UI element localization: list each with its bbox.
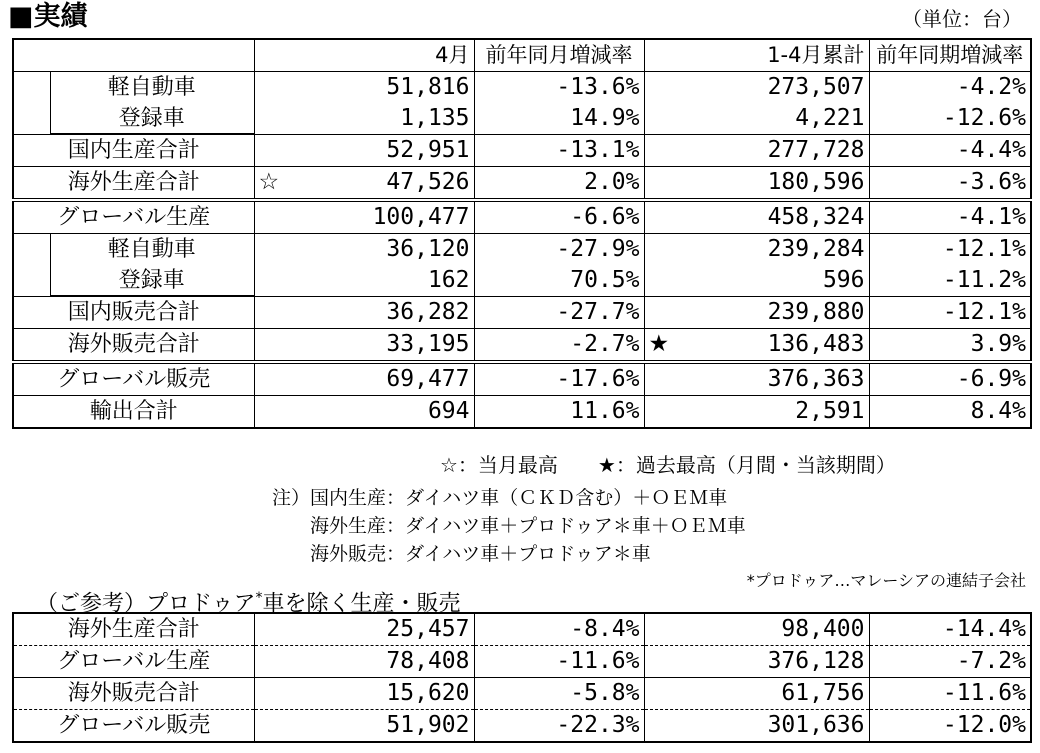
header-row <box>13 39 1031 72</box>
table-row: 国内販売合計 36,282 -27.7% 239,880 -12.1% <box>13 297 1031 329</box>
table-row: グローバル販売 51,902 -22.3% 301,636 -12.0% <box>13 710 1031 743</box>
results-table <box>12 38 1032 429</box>
table-row: 国内生産合計 52,951 -13.1% 277,728 -4.4% <box>13 135 1031 167</box>
unit-label: （単位：台） <box>902 7 1022 31</box>
footnote: *プロドゥア…マレーシアの連結子会社 <box>746 571 1026 590</box>
table-row: 輸出合計 694 11.6% 2,591 8.4% <box>13 396 1031 429</box>
table-row: 海外生産合計 ☆ 47,526 2.0% 180,596 -3.6% <box>13 167 1031 201</box>
table-row: 海外販売合計 15,620 -5.8% 61,756 -11.6% <box>13 678 1031 710</box>
reference-title: （ご参考）プロドゥア*車を除く生産・販売 <box>36 590 461 617</box>
table-row: 軽自動車 51,816 -13.6% 273,507 -4.2% <box>13 72 1031 104</box>
col-cumulative: 1-4月累計 <box>644 39 869 72</box>
col-month-rate: 前年同月増減率 <box>474 39 644 72</box>
table-row: 軽自動車 36,120 -27.9% 239,284 -12.1% <box>13 234 1031 266</box>
table-row: 登録車 1,135 14.9% 4,221 -12.6% <box>13 103 1031 135</box>
table-row: グローバル生産 100,477 -6.6% 458,324 -4.1% <box>13 200 1031 234</box>
table-row: グローバル販売 69,477 -17.6% 376,363 -6.9% <box>13 362 1031 396</box>
table-row: 登録車 162 70.5% 596 -11.2% <box>13 265 1031 297</box>
legend: ☆：当月最高 ★：過去最高（月間・当該期間） <box>440 453 896 477</box>
table-row: 海外販売合計 33,195 -2.7% ★ 136,483 3.9% <box>13 329 1031 363</box>
table-row: 海外生産合計 25,457 -8.4% 98,400 -14.4% <box>13 613 1031 646</box>
reference-table <box>12 612 1032 743</box>
notes: 注）国内生産：ダイハツ車（ＣＫＤ含む）＋ＯＥＭ車 海外生産：ダイハツ車＋プロドゥア＊車＋ＯＥＭ車 海外販売：ダイハツ車＋プロドゥア＊車 <box>272 487 746 565</box>
col-month: 4月 <box>254 39 474 72</box>
col-cumulative-rate: 前年同期増減率 <box>869 39 1031 72</box>
page-title: ■実績 <box>8 1 88 32</box>
alltime-record-mark: ★ <box>648 331 670 357</box>
table-row: グローバル生産 78,408 -11.6% 376,128 -7.2% <box>13 646 1031 678</box>
month-record-mark: ☆ <box>258 169 280 195</box>
